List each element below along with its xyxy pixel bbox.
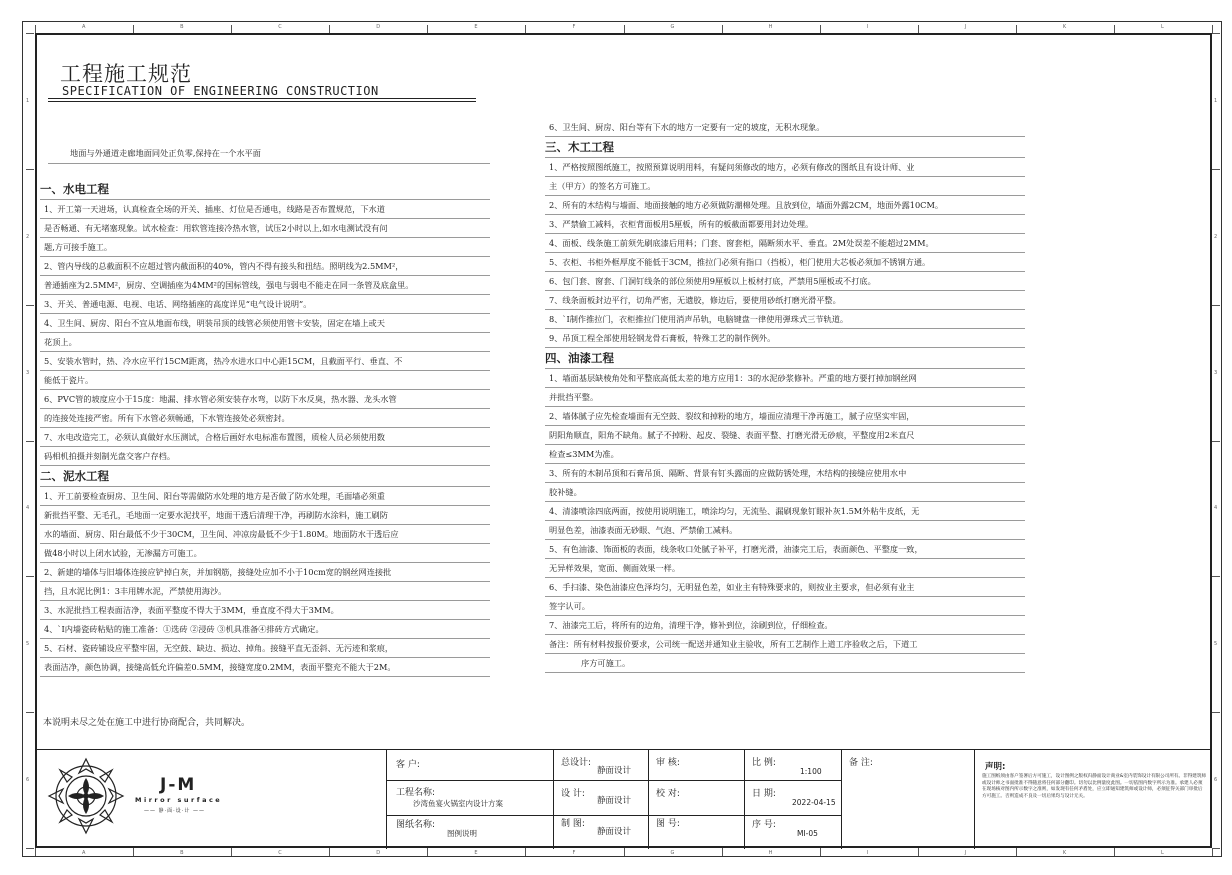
grid-tick: [1212, 305, 1220, 306]
grid-number: 1: [26, 97, 30, 104]
spec-line: 5、安装水管时，热、冷水应平行15CM距离，热冷水进水口中心距15CM，且截面平行、垂直、不: [40, 352, 490, 371]
grid-tick: [722, 848, 723, 856]
drafter-label: 制 图:: [561, 819, 585, 829]
title-underline: [48, 98, 476, 99]
grid-tick: [26, 848, 34, 849]
spec-line: 检查≤3MM为准。: [545, 445, 1025, 464]
grid-letter: L: [1160, 850, 1164, 856]
grid-tick: [525, 25, 526, 33]
logo-tagline-cn: —— 静·面·设·计 ——: [144, 808, 205, 814]
intro-note: 地面与外通道走廊地面同处正负零,保持在一个水平面: [70, 148, 261, 158]
divider: [386, 750, 387, 849]
spec-line: 4、清漆喷涂四底两面，按使用说明施工，喷涂均匀，无流坠、漏刷现象钉眼补灰1.5M外粘牛皮纸，无: [545, 502, 1025, 521]
grid-tick: [1114, 848, 1115, 856]
grid-tick: [624, 25, 625, 33]
grid-letter: C: [278, 24, 282, 30]
scale-value: 1:100: [800, 767, 822, 776]
spec-line: 挡，且水泥比例1：3丰用牌水泥，严禁使用海沙。: [40, 582, 490, 601]
spec-line: 8、`I制作推拉门，衣柜推拉门使用消声吊轨，电脑键盘一律使用弹珠式三节轨道。: [545, 310, 1025, 329]
chief-designer-value: 静面设计: [597, 766, 632, 776]
spec-line: 5、衣柜、书柜外框厚度不能低于3CM，推拉门必须有指口（挡板），柜门使用大芯板必须加不锈钢方通。: [545, 253, 1025, 272]
grid-letter: G: [670, 850, 675, 856]
project-label: 工程名称:: [396, 788, 436, 798]
grid-letter: K: [1062, 850, 1067, 856]
grid-number: 3: [1214, 369, 1218, 376]
grid-tick: [26, 33, 34, 34]
grid-letter: D: [376, 24, 381, 30]
grid-letter: C: [278, 850, 282, 856]
grid-tick: [329, 848, 330, 856]
grid-tick: [26, 305, 34, 306]
left-column: [40, 179, 490, 677]
grid-tick: [1212, 33, 1220, 34]
grid-tick: [1212, 441, 1220, 442]
grid-tick: [1212, 25, 1213, 33]
divider: [974, 750, 975, 849]
sequence-label: 序 号:: [752, 820, 776, 830]
grid-tick: [26, 169, 34, 170]
spec-line: 能低于瓷片。: [40, 371, 490, 390]
spec-line: 明显色差，油漆表面无砂眼、气泡、严禁偷工减料。: [545, 521, 1025, 540]
grid-tick: [1212, 576, 1220, 577]
spec-line: 3、开关、普通电源、电视、电话、网络插座的高度详见“电气设计说明”。: [40, 295, 490, 314]
drawing-label: 图纸名称:: [396, 820, 436, 830]
grid-number: 2: [26, 233, 30, 240]
grid-tick: [35, 848, 36, 856]
grid-tick: [1016, 25, 1017, 33]
grid-letter: B: [180, 24, 184, 30]
spec-line: 2、墙体腻子应先检查墙面有无空鼓、裂纹和掉粉的地方，墙面应清理干净再施工，腻子应坚实牢固，: [545, 407, 1025, 426]
spec-line: 主（甲方）的签名方可施工。: [545, 177, 1025, 196]
page-subtitle: SPECIFICATION OF ENGINEERING CONSTRUCTION: [62, 84, 379, 98]
grid-tick: [133, 25, 134, 33]
remark-label: 备 注:: [849, 758, 873, 768]
divider: [841, 750, 842, 849]
grid-letter: I: [866, 850, 869, 856]
grid-tick: [231, 848, 232, 856]
grid-tick: [133, 848, 134, 856]
grid-tick: [1016, 848, 1017, 856]
spec-line: 无异样效果，宽面、侧面效果一样。: [545, 559, 1025, 578]
grid-tick: [427, 25, 428, 33]
spec-line: 5、石材、瓷砖铺设应平整牢固，无空鼓、缺边、损边、掉角。接缝平直无歪斜、无污迹和浆痕，: [40, 639, 490, 658]
grid-number: 6: [26, 777, 30, 784]
grid-tick: [820, 25, 821, 33]
divider: [648, 750, 649, 849]
grid-number: 3: [26, 369, 30, 376]
spec-line: 备注：所有材料按报价要求，公司统一配送并通知业主验收，所有工艺制作上道工序验收之后，下道工: [545, 635, 1025, 654]
grid-letter: I: [866, 24, 869, 30]
spec-line: 签字认可。: [545, 597, 1025, 616]
spec-line: 7、油漆完工后，将所有的边角，清理干净，修补到位，涂刷到位，仔细检查。: [545, 616, 1025, 635]
row-line: [386, 815, 841, 816]
spec-line: 码相机拍摄并刻制光盘交客户存档。: [40, 447, 490, 466]
project-value: 沙湾鱼宴火锅室内设计方案: [413, 799, 503, 808]
spec-line: 2、新建的墙体与旧墙体连接应铲掉白灰，并加钢筋，接缝处应加不小于10cm宽的钢丝网连接批: [40, 563, 490, 582]
spec-line: 6、包门套、窗套、门洞钉线条的部位须使用9厘板以上板材打底，严禁用5厘板或不打底。: [545, 272, 1025, 291]
spec-line: 的连接处连接严密。所有下水管必须畅通，下水管连接处必须密封。: [40, 409, 490, 428]
spec-line: 2、管内导线的总截面积不应超过管内截面积的40%，管内不得有接头和扭结。照明线为2.5MM²，: [40, 257, 490, 276]
grid-tick: [820, 848, 821, 856]
spec-line: 阴阳角顺直，阳角不缺角。腻子不掉粉、起皮、裂缝、表面平整、打磨光滑无砂痕，平整度用2米直尺: [545, 426, 1025, 445]
logo-emblem-icon: [45, 755, 127, 837]
grid-number: 4: [26, 505, 30, 512]
declaration-text: 施工图纸须由客户签署后方可施工，设计图例之版权归静面设计商业&室内装饰设计有限公司所有。非得建筑师或设计师之书面批准不得随意将任何部分翻印。切勿以比例量度此图。一切依图内数字所示为准。承建人必须在现场核对图内所示数字之准则，如发现有任何矛盾处，应立即通知建筑师或设计师，必须征得关部门审批后方可施工。否则造成不良及一切后果均与设计无关。: [982, 774, 1207, 799]
grid-letter: D: [376, 850, 381, 856]
grid-letter: J: [964, 24, 967, 30]
grid-tick: [231, 25, 232, 33]
grid-tick: [329, 25, 330, 33]
spec-line: 5、有色油漆、饰面板的表面，线条收口处腻子补平，打磨光滑，油漆完工后，表面颜色、平整度一致，: [545, 540, 1025, 559]
grid-tick: [1114, 25, 1115, 33]
grid-letter: F: [572, 24, 576, 30]
check-label: 校 对:: [656, 789, 680, 799]
spec-line: 6、手扫漆、染色油漆应色泽均匀，无明显色差，如业主有特殊要求的，则按业主要求，但必须有业主: [545, 578, 1025, 597]
grid-letter: H: [768, 850, 773, 856]
spec-line: 3、严禁偷工减料，衣柜背面板用5厘板，所有的板截面都要用封边处理。: [545, 215, 1025, 234]
client-label: 客 户:: [396, 760, 420, 770]
right-column: [545, 118, 1025, 673]
spec-line: 7、水电改造完工，必须认真做好水压测试，合格后画好水电标准布置图，质检人员必须使用数: [40, 428, 490, 447]
spec-line: 是否畅通、有无堵塞现象。试水检查：用软管连接冷热水管，试压2小时以上,如水电测试没有问: [40, 219, 490, 238]
spec-line: 1、墙面基层缺棱角处和平整底高低太差的地方应用1：3的水泥砂浆修补。严重的地方要打掉加钢丝网: [545, 369, 1025, 388]
grid-tick: [35, 25, 36, 33]
grid-number: 1: [1214, 97, 1218, 104]
grid-letter: F: [572, 850, 576, 856]
drafter-value: 静面设计: [597, 827, 632, 837]
grid-tick: [1212, 169, 1220, 170]
spec-line: 表面洁净，颜色协调，接缝高低允许偏差0.5MM，接缝宽度0.2MM，表面平整充不能大于2M。: [40, 658, 490, 677]
date-value: 2022-04-15: [792, 798, 836, 807]
grid-letter: B: [180, 850, 184, 856]
grid-letter: E: [474, 24, 478, 30]
spec-line: 2、所有的木结构与墙面、地面接触的地方必须做防潮棉处理。且放到位，墙面外露2CM，地面外露10CM。: [545, 196, 1025, 215]
spec-line: 9、吊顶工程全部使用轻钢龙骨石膏板，特殊工艺的制作例外。: [545, 329, 1025, 348]
grid-letter: G: [670, 24, 675, 30]
grid-letter: J: [964, 850, 967, 856]
grid-tick: [1212, 848, 1220, 849]
intro-rule: [48, 163, 490, 164]
grid-letter: A: [82, 24, 86, 30]
spec-line: 新批挡平整、无毛孔，毛地面一定要水泥找平，地面干透后清理干净，再刷防水涂料，施工刷防: [40, 506, 490, 525]
grid-tick: [525, 848, 526, 856]
spec-line: 4、`I内墙瓷砖粘贴的施工准备：①选砖 ②浸砖 ③机具准备④排砖方式确定。: [40, 620, 490, 639]
page-title: 工程施工规范: [60, 62, 192, 86]
divider: [744, 750, 745, 849]
figure-number-label: 图 号:: [656, 819, 680, 829]
spec-line: 4、卫生间、厨房、阳台不宜从地面布线，明装吊顶的线管必须使用管卡安装，固定在墙上或天: [40, 314, 490, 333]
grid-tick: [918, 25, 919, 33]
spec-line: 6、PVC管的坡度应小于15度：地漏、排水管必须安装存水弯，以防下水反臭，热水器、龙头水管: [40, 390, 490, 409]
spec-line: 1、严格按照图纸施工，按照预算说明用料，有疑问须修改的地方，必须有修改的图纸且有设计师、业: [545, 158, 1025, 177]
grid-number: 2: [1214, 233, 1218, 240]
grid-letter: H: [768, 24, 773, 30]
grid-number: 6: [1214, 777, 1218, 784]
review-label: 审 核:: [656, 758, 680, 768]
section-heading: 一、水电工程: [40, 179, 490, 200]
logo-tagline: Mirror surface: [135, 796, 223, 804]
spec-line: 水的墙面、厨房、阳台最低不少于30CM，卫生间、冲凉房最低不少于1.80M。地面防水干透后应: [40, 525, 490, 544]
grid-tick: [26, 712, 34, 713]
section-heading: 三、木工工程: [545, 137, 1025, 158]
grid-letter: A: [82, 850, 86, 856]
spec-line: 题,方可接手施工。: [40, 238, 490, 257]
sequence-value: MI-05: [797, 829, 818, 838]
chief-designer-label: 总设计:: [561, 758, 592, 768]
grid-letter: E: [474, 850, 478, 856]
spec-line: 6、卫生间、厨房、阳台等有下水的地方一定要有一定的坡度，无积水现象。: [545, 118, 1025, 137]
date-label: 日 期:: [752, 789, 776, 799]
row-line: [386, 780, 841, 781]
spec-line: 4、面板、线条施工前须先刷底漆后用料；门套、窗套柜，隔断须水平、垂直。2M处误差不能超过2MM。: [545, 234, 1025, 253]
designer-value: 静面设计: [597, 796, 632, 806]
grid-tick: [722, 25, 723, 33]
grid-letter: K: [1062, 24, 1067, 30]
spec-line: 普通插座为2.5MM²，厨房、空调插座为4MM²的国标管线，强电与弱电不能走在同一条管及底盒里。: [40, 276, 490, 295]
grid-tick: [1212, 712, 1220, 713]
spec-line: 1、开工前要检查厨房、卫生间、阳台等需做防水处理的地方是否做了防水处理，毛面墙必须重: [40, 487, 490, 506]
spec-line: 序方可施工。: [545, 654, 1025, 673]
grid-number: 4: [1214, 505, 1218, 512]
spec-line: 做48小时以上闭水试验，无渗漏方可施工。: [40, 544, 490, 563]
grid-tick: [26, 576, 34, 577]
grid-tick: [1212, 848, 1213, 856]
closing-note: 本说明未尽之处在施工中进行协商配合，共同解决。: [43, 718, 251, 728]
declaration-title: 声明:: [985, 762, 1006, 772]
spec-line: 花顶上。: [40, 333, 490, 352]
section-heading: 四、油漆工程: [545, 348, 1025, 369]
spec-line: 1、开工第一天进场，认真检查全场的开关、插座、灯位是否通电，线路是否布置规范，下水道: [40, 200, 490, 219]
grid-number: 5: [1214, 641, 1218, 648]
spec-line: 3、所有的木制吊顶和石膏吊顶、隔断、背景有钉头露面的应做防锈处理，木结构的接缝应使用水中: [545, 464, 1025, 483]
grid-number: 5: [26, 641, 30, 648]
spec-line: 7、线条面板封边平行，切角严密，无遗胶，修边后，要使用砂纸打磨光滑平整。: [545, 291, 1025, 310]
grid-tick: [624, 848, 625, 856]
scale-label: 比 例:: [752, 758, 776, 768]
logo-wordmark: J-M: [160, 775, 197, 795]
drawing-value: 图例说明: [447, 829, 477, 838]
title-underline-double: [48, 101, 476, 102]
section-heading: 二、泥水工程: [40, 466, 490, 487]
grid-tick: [918, 848, 919, 856]
grid-tick: [427, 848, 428, 856]
spec-line: 胶补缝。: [545, 483, 1025, 502]
divider: [553, 750, 554, 849]
designer-label: 设 计:: [561, 789, 585, 799]
spec-line: 并批挡平整。: [545, 388, 1025, 407]
grid-tick: [26, 441, 34, 442]
grid-letter: L: [1160, 24, 1164, 30]
spec-line: 3、水泥批挡工程表面洁净，表面平整度不得大于3MM，垂直度不得大于3MM。: [40, 601, 490, 620]
